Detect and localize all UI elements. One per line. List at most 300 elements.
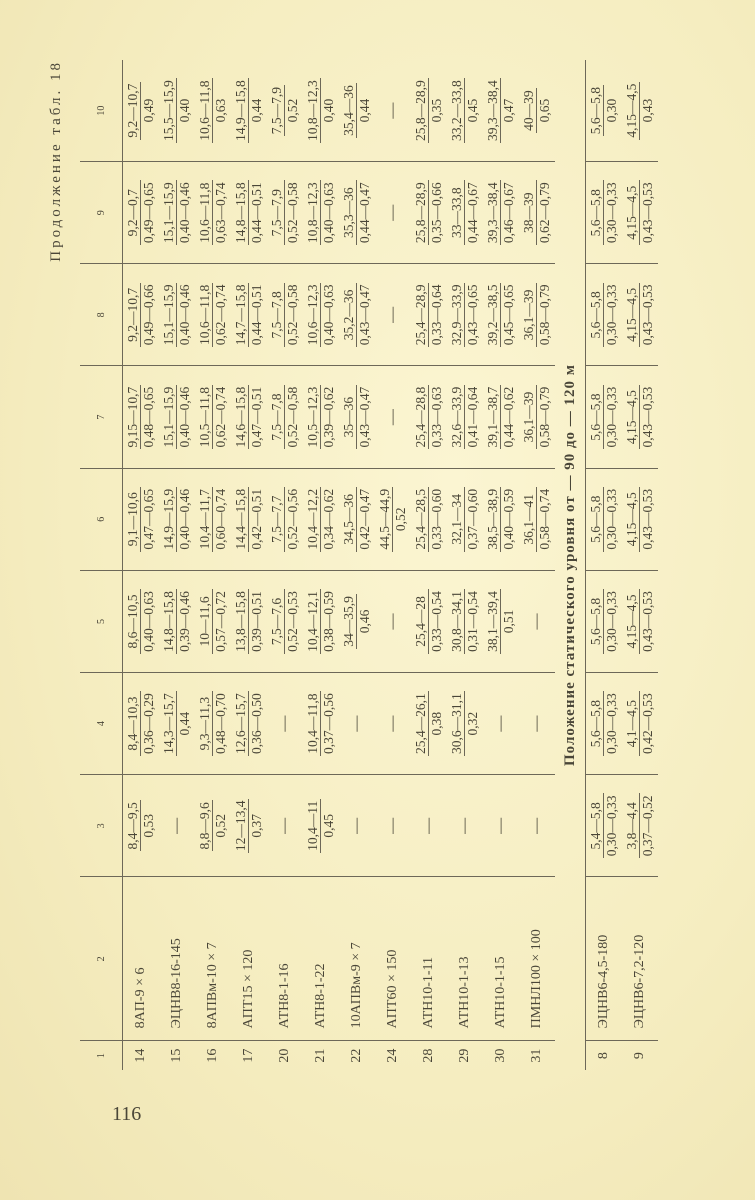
pump-model: 8АПВм-10 × 7 xyxy=(195,877,231,1041)
table-cell xyxy=(586,264,623,366)
fraction-value xyxy=(449,487,480,552)
range-value: 32,6—33,9 xyxy=(449,386,464,448)
empty-value: — xyxy=(276,817,293,834)
fraction-value xyxy=(197,800,228,851)
rotated-table-area xyxy=(48,60,730,1070)
coefficient-value: 0,30—0,33 xyxy=(604,182,619,244)
table-cell xyxy=(622,162,658,264)
empty-value: — xyxy=(492,817,509,834)
fraction-value xyxy=(341,180,372,245)
table-row xyxy=(159,60,195,1070)
table-cell xyxy=(447,468,483,570)
section-heading: Положение статического уровня от — 90 до — 120 м xyxy=(561,363,578,767)
coefficient-value: 0,32 xyxy=(465,711,480,736)
range-value: 10,4—11,8 xyxy=(305,691,321,756)
range-value: 25,4—28,9 xyxy=(413,284,428,346)
column-header-4: 4 xyxy=(80,673,123,775)
coefficient-value: 0,30—0,33 xyxy=(604,386,619,448)
coefficient-value: 0,40—0,63 xyxy=(141,591,156,652)
range-value: 15,5—15,9 xyxy=(161,80,176,141)
range-value: 33—33,8 xyxy=(449,180,465,245)
row-number: 14 xyxy=(133,1048,148,1063)
fraction-value xyxy=(449,180,480,245)
fraction-value xyxy=(449,589,480,654)
range-value: 7,5—7,8 xyxy=(269,385,285,450)
range-value: 10,6—11,8 xyxy=(197,283,213,348)
coefficient-value: 0,33—0,54 xyxy=(429,591,444,652)
table-cell xyxy=(483,366,519,468)
table-cell xyxy=(159,673,195,775)
table-body xyxy=(123,60,659,1070)
coefficient-value: 0,43—0,47 xyxy=(357,284,372,346)
pump-model: 10АПВм-9 × 7 xyxy=(339,877,375,1041)
table-cell xyxy=(519,775,555,877)
range-value: 34,5—36 xyxy=(341,487,357,552)
table-cell xyxy=(483,264,519,366)
coefficient-value: 0,44—0,47 xyxy=(357,182,372,244)
table-cell xyxy=(447,264,483,366)
table-cell xyxy=(267,468,303,570)
range-value: 8,6—10,5 xyxy=(125,589,141,654)
table-cell xyxy=(375,570,411,672)
coefficient-value: 0,44—0,51 xyxy=(249,182,264,244)
coefficient-value: 0,40—0,46 xyxy=(177,386,192,448)
table-cell xyxy=(339,264,375,366)
fraction-value xyxy=(125,82,156,140)
table-cell xyxy=(123,60,160,162)
range-value: 25,8—28,9 xyxy=(413,80,428,141)
range-value: 38,5—38,9 xyxy=(485,488,500,550)
range-value: 9,1—10,6 xyxy=(125,487,141,552)
range-value: 30,6—31,1 xyxy=(449,693,464,755)
coefficient-value: 0,40—0,46 xyxy=(177,182,192,244)
range-value: 4,15—4,5 xyxy=(624,487,640,552)
range-value: 5,6—5,8 xyxy=(588,691,604,756)
table-cell xyxy=(411,264,447,366)
coefficient-value: 0,30—0,33 xyxy=(604,591,619,652)
coefficient-value: 0,44—0,67 xyxy=(465,182,480,244)
table-cell xyxy=(159,366,195,468)
pump-model: 8АП-9 × 6 xyxy=(123,877,160,1041)
table-cell xyxy=(622,775,658,877)
range-value: 15,1—15,9 xyxy=(161,182,176,244)
table-row xyxy=(123,60,160,1070)
table-cell xyxy=(411,673,447,775)
range-value: 10,5—12,3 xyxy=(305,386,320,448)
table-cell xyxy=(586,60,623,162)
table-cell xyxy=(231,60,267,162)
fraction-value xyxy=(305,78,336,143)
fraction-value xyxy=(269,385,300,450)
fraction-value xyxy=(305,799,336,853)
range-value: 44,5—44,9 xyxy=(377,488,392,550)
table-cell xyxy=(339,366,375,468)
fraction-value xyxy=(161,589,192,654)
empty-value: — xyxy=(384,204,401,221)
table-cell xyxy=(123,468,160,570)
fraction-value xyxy=(305,589,336,654)
coefficient-value: 0,45 xyxy=(465,98,480,123)
coefficient-value: 0,43—0,53 xyxy=(640,488,655,550)
column-header-5: 5 xyxy=(80,570,123,672)
range-value: 5,6—5,8 xyxy=(588,385,604,450)
range-value: 9,2—10,7 xyxy=(125,283,141,348)
range-value: 10—11,6 xyxy=(197,589,213,654)
fraction-value xyxy=(521,88,552,133)
fraction-value xyxy=(161,385,192,450)
fraction-value xyxy=(305,691,336,756)
coefficient-value: 0,33—0,64 xyxy=(429,284,444,346)
row-number: 22 xyxy=(349,1048,364,1063)
coefficient-value: 0,40 xyxy=(177,98,192,123)
pump-model: ЭЦНВ8-16-145 xyxy=(159,877,195,1041)
coefficient-value: 0,39—0,62 xyxy=(321,386,336,448)
table-cell xyxy=(586,570,623,672)
table-cell xyxy=(447,570,483,672)
table-cell xyxy=(231,775,267,877)
fraction-value xyxy=(305,283,336,348)
row-number: 17 xyxy=(241,1048,256,1063)
fraction-value xyxy=(521,487,552,552)
table-cell xyxy=(411,570,447,672)
empty-value: — xyxy=(384,306,401,323)
coefficient-value: 0,65 xyxy=(537,98,552,123)
table-cell xyxy=(519,468,555,570)
table-cell xyxy=(447,60,483,162)
table-cell xyxy=(267,673,303,775)
coefficient-value: 0,30—0,33 xyxy=(604,284,619,346)
range-value: 14,4—15,8 xyxy=(233,488,248,550)
table-cell xyxy=(447,673,483,775)
table-cell xyxy=(159,468,195,570)
table-cell xyxy=(159,570,195,672)
fraction-value xyxy=(588,180,619,245)
coefficient-value: 0,34—0,62 xyxy=(321,488,336,550)
coefficient-value: 0,43—0,53 xyxy=(640,591,655,652)
coefficient-value: 0,38—0,59 xyxy=(321,591,336,652)
coefficient-value: 0,43—0,65 xyxy=(465,284,480,346)
table-cell xyxy=(586,366,623,468)
empty-value: — xyxy=(528,817,545,834)
coefficient-value: 0,42—0,47 xyxy=(357,488,372,550)
fraction-value xyxy=(588,487,619,552)
range-value: 4,1—4,5 xyxy=(624,691,640,756)
coefficient-value: 0,52—0,58 xyxy=(285,284,300,346)
table-cell xyxy=(375,775,411,877)
range-value: 12—13,4 xyxy=(233,800,248,852)
fraction-value xyxy=(161,487,192,552)
fraction-value xyxy=(521,385,552,450)
table-cell xyxy=(195,264,231,366)
fraction-value xyxy=(624,691,655,756)
fraction-value xyxy=(197,691,228,756)
table-cell xyxy=(339,60,375,162)
table-cell xyxy=(483,775,519,877)
range-value: 4,15—4,5 xyxy=(624,385,640,450)
fraction-value xyxy=(588,691,619,756)
range-value: 25,8—28,9 xyxy=(413,182,428,244)
range-value: 5,6—5,8 xyxy=(588,180,604,245)
coefficient-value: 0,46 xyxy=(357,609,372,634)
range-value: 14,3—15,7 xyxy=(161,693,176,755)
empty-value: — xyxy=(384,102,401,119)
table-cell xyxy=(447,162,483,264)
coefficient-value: 0,30—0,33 xyxy=(604,488,619,550)
range-value: 14,6—15,8 xyxy=(233,386,248,448)
table-cell xyxy=(267,60,303,162)
range-value: 35,3—36 xyxy=(341,180,357,245)
table-cell xyxy=(519,673,555,775)
fraction-value xyxy=(413,180,444,245)
fraction-value xyxy=(197,589,228,654)
range-value: 35,4—36 xyxy=(341,85,356,136)
coefficient-value: 0,40—0,46 xyxy=(177,284,192,346)
table-cell xyxy=(267,366,303,468)
fraction-value xyxy=(449,283,480,348)
fraction-value xyxy=(521,283,552,348)
fraction-value xyxy=(341,594,372,649)
coefficient-value: 0,43—0,47 xyxy=(357,386,372,448)
table-cell xyxy=(375,264,411,366)
table-cell xyxy=(303,366,339,468)
coefficient-value: 0,40—0,59 xyxy=(501,488,516,550)
range-value: 15,1—15,9 xyxy=(161,284,176,346)
table-cell xyxy=(483,60,519,162)
range-value: 39,3—38,4 xyxy=(485,182,500,244)
pump-model: АТН10-1-11 xyxy=(411,877,447,1041)
coefficient-value: 0,63—0,74 xyxy=(213,182,228,244)
range-value: 33,2—33,8 xyxy=(449,80,464,141)
fraction-value xyxy=(624,283,655,348)
table-cell xyxy=(519,570,555,672)
table-cell xyxy=(622,60,658,162)
coefficient-value: 0,47—0,51 xyxy=(249,386,264,448)
coefficient-value: 0,31—0,54 xyxy=(465,591,480,652)
coefficient-value: 0,49 xyxy=(141,98,156,123)
fraction-value xyxy=(233,283,264,348)
fraction-value xyxy=(305,385,336,450)
fraction-value xyxy=(588,283,619,348)
table-cell xyxy=(231,570,267,672)
table-cell xyxy=(303,60,339,162)
table-cell xyxy=(586,468,623,570)
table-cell xyxy=(123,775,160,877)
table-cell xyxy=(303,162,339,264)
coefficient-value: 0,35 xyxy=(429,98,444,123)
coefficient-value: 0,41—0,64 xyxy=(465,386,480,448)
range-value: 7,5—7,7 xyxy=(269,487,285,552)
table-cell xyxy=(123,162,160,264)
coefficient-value: 0,35—0,66 xyxy=(429,182,444,244)
row-number: 30 xyxy=(493,1048,508,1063)
range-value: 10,4—11,7 xyxy=(197,487,213,552)
range-value: 36,1—39 xyxy=(521,283,537,348)
table-cell xyxy=(267,570,303,672)
fraction-value xyxy=(233,691,264,756)
table-cell xyxy=(339,468,375,570)
range-value: 34—35,9 xyxy=(341,596,356,647)
table-cell xyxy=(123,264,160,366)
table-cell xyxy=(375,60,411,162)
fraction-value xyxy=(413,283,444,348)
row-number: 24 xyxy=(385,1048,400,1063)
column-header-7: 7 xyxy=(80,366,123,468)
coefficient-value: 0,44 xyxy=(249,98,264,123)
table-row xyxy=(231,60,267,1070)
fraction-value xyxy=(233,799,264,854)
table-row xyxy=(303,60,339,1070)
empty-value: — xyxy=(384,715,401,732)
row-number: 29 xyxy=(457,1048,472,1063)
table-cell xyxy=(303,468,339,570)
range-value: 10,6—11,8 xyxy=(197,180,213,245)
fraction-value xyxy=(161,691,192,756)
table-cell xyxy=(375,366,411,468)
pump-model: АПТ60 × 150 xyxy=(375,877,411,1041)
table-cell xyxy=(622,468,658,570)
range-value: 14,9—15,8 xyxy=(233,80,248,141)
table-cell xyxy=(411,162,447,264)
table-cell xyxy=(375,162,411,264)
table-cell xyxy=(586,162,623,264)
fraction-value xyxy=(125,589,156,654)
row-number: 9 xyxy=(632,1052,647,1060)
fraction-value xyxy=(413,78,444,143)
range-value: 25,4—28 xyxy=(413,589,429,654)
coefficient-value: 0,36—0,29 xyxy=(141,693,156,755)
coefficient-value: 0,63 xyxy=(213,98,228,123)
range-value: 5,6—5,8 xyxy=(588,487,604,552)
coefficient-value: 0,43 xyxy=(640,98,655,123)
range-value: 4,15—4,5 xyxy=(624,283,640,348)
fraction-value xyxy=(588,589,619,654)
fraction-value xyxy=(341,283,372,348)
empty-value: — xyxy=(348,715,365,732)
range-value: 14,8—15,8 xyxy=(233,182,248,244)
range-value: 15,1—15,9 xyxy=(161,386,176,448)
coefficient-value: 0,39—0,46 xyxy=(177,591,192,652)
range-value: 8,4—10,3 xyxy=(125,691,141,756)
empty-value: — xyxy=(348,817,365,834)
pump-model: ПМНЛ100 × 100 xyxy=(519,877,555,1041)
table-cell xyxy=(447,775,483,877)
range-value: 39,1—38,7 xyxy=(485,386,500,448)
fraction-value xyxy=(161,283,192,348)
table-cell xyxy=(339,775,375,877)
table-cell xyxy=(411,366,447,468)
range-value: 7,5—7,6 xyxy=(269,589,285,654)
table-cell xyxy=(123,673,160,775)
range-value: 5,4—5,8 xyxy=(588,793,604,858)
pump-model: ЭЦНВ6-4,5-180 xyxy=(586,877,623,1041)
page-number: 116 xyxy=(112,1103,142,1125)
range-value: 10,4—12,2 xyxy=(305,488,320,550)
range-value: 9,3—11,3 xyxy=(197,691,213,756)
range-value: 32,9—33,9 xyxy=(449,284,464,346)
fraction-value xyxy=(269,180,300,245)
empty-value: — xyxy=(276,715,293,732)
table-cell xyxy=(303,775,339,877)
fraction-value xyxy=(341,487,372,552)
fraction-value xyxy=(233,385,264,450)
coefficient-value: 0,43—0,53 xyxy=(640,182,655,244)
coefficient-value: 0,43—0,53 xyxy=(640,284,655,346)
fraction-value xyxy=(624,589,655,654)
range-value: 38,1—39,4 xyxy=(485,591,500,652)
table-cell xyxy=(375,468,411,570)
table-cell xyxy=(195,366,231,468)
range-value: 9,2—10,7 xyxy=(125,83,140,138)
coefficient-value: 0,51 xyxy=(501,609,516,634)
row-number: 20 xyxy=(277,1048,292,1063)
coefficient-value: 0,30 xyxy=(604,98,619,123)
pump-model: АТН8-1-16 xyxy=(267,877,303,1041)
coefficient-value: 0,44 xyxy=(177,711,192,736)
table-cell xyxy=(519,366,555,468)
table-cell xyxy=(447,366,483,468)
coefficient-value: 0,33—0,63 xyxy=(429,386,444,448)
coefficient-value: 0,43—0,53 xyxy=(640,386,655,448)
coefficient-value: 0,48—0,70 xyxy=(213,693,228,755)
table-cell xyxy=(622,673,658,775)
fraction-value xyxy=(161,180,192,245)
fraction-value xyxy=(305,180,336,245)
table-cell xyxy=(411,775,447,877)
table-cell xyxy=(519,60,555,162)
table-cell xyxy=(231,366,267,468)
table-cell xyxy=(483,570,519,672)
column-header-9: 9 xyxy=(80,162,123,264)
coefficient-value: 0,57—0,72 xyxy=(213,591,228,652)
coefficient-value: 0,37—0,52 xyxy=(640,795,655,857)
fraction-value xyxy=(449,691,480,756)
pump-model: ЭЦНВ6-7,2-120 xyxy=(622,877,658,1041)
table-cell xyxy=(195,673,231,775)
fraction-value xyxy=(125,180,156,245)
table-cell xyxy=(159,264,195,366)
fraction-value xyxy=(485,78,516,143)
range-value: 25,4—26,1 xyxy=(413,693,428,755)
coefficient-value: 0,37—0,60 xyxy=(465,488,480,550)
range-value: 8,8—9,6 xyxy=(197,802,212,850)
table-row xyxy=(411,60,447,1070)
coefficient-value: 0,45 xyxy=(321,814,336,838)
fraction-value xyxy=(624,487,655,552)
empty-value: — xyxy=(528,613,545,630)
range-value: 4,15—4,5 xyxy=(624,83,639,138)
table-cell xyxy=(622,264,658,366)
column-header-8: 8 xyxy=(80,264,123,366)
table-cell xyxy=(519,162,555,264)
coefficient-value: 0,33—0,60 xyxy=(429,488,444,550)
coefficient-value: 0,40 xyxy=(321,98,336,123)
fraction-value xyxy=(269,85,300,136)
table-row xyxy=(267,60,303,1070)
range-value: 5,6—5,8 xyxy=(588,283,604,348)
coefficient-value: 0,52 xyxy=(393,507,408,532)
table-cell xyxy=(622,366,658,468)
range-value: 14,8—15,8 xyxy=(161,591,176,652)
range-value: 12,6—15,7 xyxy=(233,693,248,755)
fraction-value xyxy=(413,691,444,756)
range-value: 36,1—41 xyxy=(521,487,537,552)
column-header-10: 10 xyxy=(80,60,123,162)
table-cell xyxy=(375,673,411,775)
table-cell xyxy=(303,673,339,775)
coefficient-value: 0,44 xyxy=(357,98,372,123)
table-row xyxy=(586,60,623,1070)
range-value: 30,8—34,1 xyxy=(449,591,464,652)
